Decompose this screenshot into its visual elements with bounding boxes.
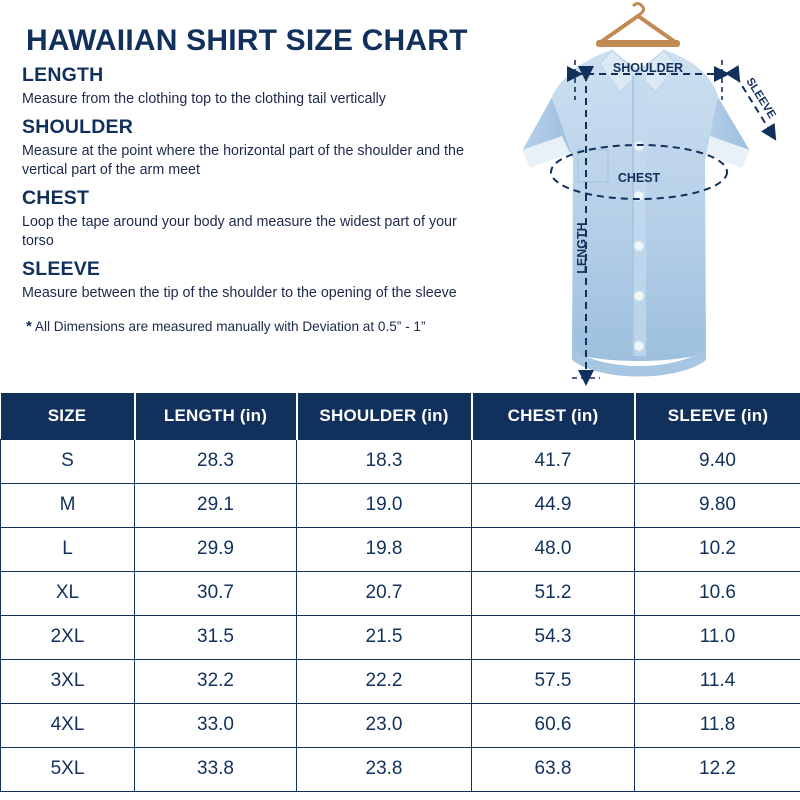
table-row [1,659,800,703]
definition-term-length: LENGTH [22,64,104,86]
length-dimension-label: LENGTH [575,222,589,274]
cell-sleeve: 11.4 [635,659,800,703]
table-row [1,439,800,483]
note-text: All Dimensions are measured manually with Deviation at 0.5” - 1” [34,319,426,334]
cell-sleeve: 10.6 [635,571,800,615]
cell-sleeve: 9.80 [635,483,800,527]
cell-sleeve: 11.8 [635,703,800,747]
cell-shoulder: 18.3 [297,439,472,483]
cell-sleeve: 11.0 [635,615,800,659]
table-row [1,747,800,791]
cell-chest: 48.0 [472,527,635,571]
cell-chest: 63.8 [472,747,635,791]
cell-length: 33.0 [135,703,297,747]
cell-length: 32.2 [135,659,297,703]
chest-dimension-label: CHEST [617,171,661,185]
cell-shoulder: 19.0 [297,483,472,527]
hanger-icon [596,4,680,48]
column-header-shoulder: SHOULDER (in) [297,393,472,439]
definition-desc-sleeve: Measure between the tip of the shoulder to the opening of the sleeve [22,285,457,301]
deviation-note [26,318,492,335]
table-row [1,483,800,527]
shoulder-dimension-label: SHOULDER [612,61,684,75]
cell-shoulder: 21.5 [297,615,472,659]
cell-shoulder: 23.8 [297,747,472,791]
cell-chest: 41.7 [472,439,635,483]
column-header-sleeve: SLEEVE (in) [635,393,800,439]
cell-size: 4XL [1,703,135,747]
cell-size: 2XL [1,615,135,659]
cell-sleeve: 9.40 [635,439,800,483]
cell-sleeve: 10.2 [635,527,800,571]
definition-desc-chest: Loop the tape around your body and measure the widest part of your torso [22,214,457,249]
size-table-container [0,393,800,792]
table-row [1,703,800,747]
cell-shoulder: 20.7 [297,571,472,615]
definition-term-shoulder: SHOULDER [22,116,134,138]
cell-length: 28.3 [135,439,297,483]
cell-chest: 57.5 [472,659,635,703]
cell-size: XL [1,571,135,615]
definition-desc-shoulder: Measure at the point where the horizontal part of the shoulder and the vertical part of the arm meet [22,143,464,178]
cell-length: 31.5 [135,615,297,659]
table-row [1,615,800,659]
definition-term-sleeve: SLEEVE [22,258,101,280]
size-table-head [1,393,800,439]
column-header-size: SIZE [1,393,135,439]
cell-length: 33.8 [135,747,297,791]
definition-desc-length: Measure from the clothing top to the clothing tail vertically [22,91,386,107]
size-table-body [1,439,800,791]
cell-chest: 44.9 [472,483,635,527]
cell-chest: 51.2 [472,571,635,615]
column-header-chest: CHEST (in) [472,393,635,439]
size-table [0,393,800,792]
cell-length: 29.1 [135,483,297,527]
column-header-length: LENGTH (in) [135,393,297,439]
shirt-illustration [500,0,800,392]
table-row [1,571,800,615]
table-row [1,527,800,571]
cell-size: 5XL [1,747,135,791]
cell-chest: 60.6 [472,703,635,747]
cell-size: 3XL [1,659,135,703]
cell-length: 29.9 [135,527,297,571]
cell-chest: 54.3 [472,615,635,659]
sleeve-dimension-label: SLEEVE [743,75,778,121]
cell-size: M [1,483,135,527]
page-title: HAWAIIAN SHIRT SIZE CHART [26,24,468,57]
cell-shoulder: 22.2 [297,659,472,703]
definition-term-chest: CHEST [22,187,90,209]
table-header-row [1,393,800,439]
cell-shoulder: 19.8 [297,527,472,571]
cell-shoulder: 23.0 [297,703,472,747]
cell-size: S [1,439,135,483]
note-asterisk: * [26,318,32,335]
cell-sleeve: 12.2 [635,747,800,791]
cell-size: L [1,527,135,571]
cell-length: 30.7 [135,571,297,615]
measurement-definitions [22,64,492,335]
